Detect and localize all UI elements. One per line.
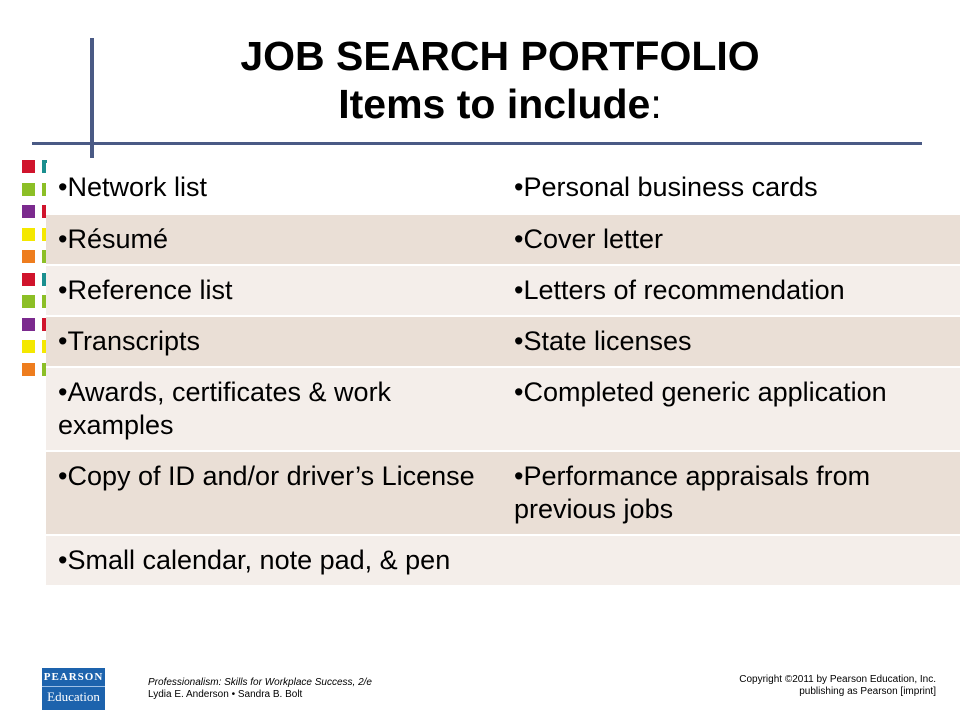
table-cell: •Cover letter [502,214,960,265]
decorative-square [22,228,35,241]
table-row [46,214,960,265]
table-row [46,316,960,367]
table-cell: •Performance appraisals from previous jobs [502,451,960,535]
decorative-square [22,273,35,286]
title-line-1: JOB SEARCH PORTFOLIO [240,33,760,79]
slide-title [120,32,880,128]
decorative-square [22,318,35,331]
decorative-square [22,205,35,218]
logo-line-1: PEARSON [42,668,105,687]
table-cell [502,535,960,586]
decorative-square [22,363,35,376]
table-cell: •Small calendar, note pad, & pen [46,535,502,586]
table-cell: •Personal business cards [502,163,960,214]
horizontal-rule [32,142,922,145]
table-row [46,367,960,451]
decorative-square [22,250,35,263]
table-cell: •Completed generic application [502,367,960,451]
title-colon: : [650,81,662,127]
vertical-rule [90,38,94,158]
table-cell: •Résumé [46,214,502,265]
decorative-square [22,295,35,308]
title-line-2-text: Items to include [338,81,651,127]
table-row [46,163,960,214]
table-row [46,451,960,535]
logo-line-2: Education [47,689,100,704]
table-cell: •Letters of recommendation [502,265,960,316]
title-line-2 [120,80,880,128]
table-cell: •Reference list [46,265,502,316]
table-row [46,265,960,316]
table-cell: •Awards, certificates & work examples [46,367,502,451]
table-cell: •Network list [46,163,502,214]
table-row [46,535,960,586]
pearson-logo [42,668,105,710]
copyright-line-1: Copyright ©2011 by Pearson Education, Inc. [739,674,936,685]
table-cell: •Copy of ID and/or driver’s License [46,451,502,535]
copyright [739,674,936,698]
decorative-square [22,183,35,196]
book-authors: Lydia E. Anderson • Sandra B. Bolt [148,689,303,700]
copyright-line-2: publishing as Pearson [imprint] [799,686,936,697]
decorative-square [22,340,35,353]
book-credit [148,677,372,701]
items-table [46,163,960,587]
book-title: Professionalism: Skills for Workplace Success, 2/e [148,677,372,688]
decorative-square [22,160,35,173]
table-cell: •State licenses [502,316,960,367]
table-cell: •Transcripts [46,316,502,367]
